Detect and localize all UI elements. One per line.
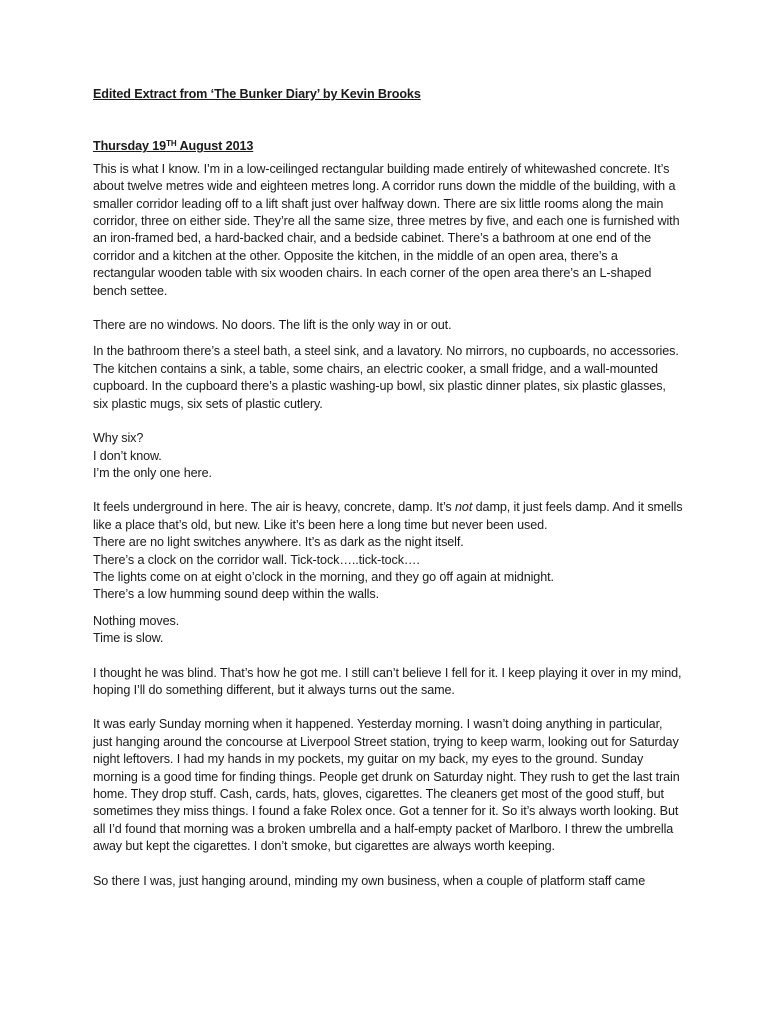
text-line: There’s a low humming sound deep within the walls. xyxy=(93,587,379,602)
date-superscript: TH xyxy=(166,139,177,149)
document-page xyxy=(93,86,683,890)
paragraph-why-six xyxy=(93,430,683,482)
text-line: I don’t know. xyxy=(93,448,162,463)
document-title: Edited Extract from ‘The Bunker Diary’ by Kevin Brooks xyxy=(93,87,421,101)
paragraph-nothing-moves xyxy=(93,613,683,648)
emphasis-not: not xyxy=(455,500,473,515)
text-line: The lights come on at eight o’clock in the morning, and they go off again at midnight. xyxy=(93,569,554,584)
paragraph-underground xyxy=(93,499,683,603)
text-line: There’s a clock on the corridor wall. Tick-tock…..tick-tock…. xyxy=(93,552,420,567)
text-line-with-emphasis xyxy=(93,499,683,534)
text-line: There are no light switches anywhere. It’s as dark as the night itself. xyxy=(93,535,464,550)
paragraph-hanging-around: So there I was, just hanging around, minding my own business, when a couple of platform staff came xyxy=(93,873,646,888)
text-fragment: It feels underground in here. The air is heavy, concrete, damp. It’s xyxy=(93,500,456,515)
text-fragment: damp, it just feels damp. And it smells like a place that’s old, but new. Like it’s been here a long time but never been used. xyxy=(93,500,683,532)
text-line: Why six? xyxy=(93,431,144,446)
paragraph-building-description: This is what I know. I’m in a low-ceilinged rectangular building made entirely of whitewashed concrete. It’s about twelve metres wide and eighteen metres long. A corridor runs down the middle of the building, with a smaller corridor leading off to a lift shaft just over halfway down. There are six little rooms along the main corridor, three on either side. They’re all the same size, three metres by five, and each one is furnished with an iron-framed bed, a hard-backed chair, and a bedside cabinet. There’s a bathroom at one end of the corridor and a kitchen at the other. Opposite the kitchen, in the middle of an open area, there’s a rectangular wooden table with six wooden chairs. In each corner of the open area there’s an L-shaped bench settee. xyxy=(93,161,680,298)
paragraph-sunday-morning: It was early Sunday morning when it happened. Yesterday morning. I wasn’t doing anything in particular, just hanging around the concourse at Liverpool Street station, trying to keep warm, looking out for Saturday night leftovers. I had my hands in my pockets, my guitar on my back, my eyes to the ground. Sunday morning is a good time for finding things. People get drunk on Saturday night. They rush to get the last train home. They drop stuff. Cash, cards, hats, gloves, cigarettes. The cleaners get most of the good stuff, but sometimes they miss things. I found a fake Rolex once. Got a tenner for it. So it’s always worth looking. But all I’d found that morning was a broken umbrella and a half-empty packet of Marlboro. I threw the umbrella away but kept the cigarettes. I don’t smoke, but cigarettes are always worth keeping. xyxy=(93,717,680,854)
date-rest: August 2013 xyxy=(176,139,254,154)
text-line: I’m the only one here. xyxy=(93,465,212,480)
text-line: Nothing moves. xyxy=(93,613,180,628)
diary-date-heading xyxy=(93,138,683,155)
text-line: Time is slow. xyxy=(93,631,164,646)
paragraph-no-windows: There are no windows. No doors. The lift is the only way in or out. xyxy=(93,318,452,333)
paragraph-bathroom-kitchen: In the bathroom there’s a steel bath, a steel sink, and a lavatory. No mirrors, no cupboards, no accessories. The kitchen contains a sink, a table, some chairs, an electric cooker, a small fridge, and a wall-mounted cupboard. In the cupboard there’s a plastic washing-up bowl, six plastic dinner plates, six plastic glasses, six plastic mugs, six sets of plastic cutlery. xyxy=(93,344,679,411)
paragraph-thought-blind: I thought he was blind. That’s how he got me. I still can’t believe I fell for it. I keep playing it over in my mind, hoping I’ll do something different, but it always turns out the same. xyxy=(93,665,682,697)
date-day: Thursday 19 xyxy=(93,139,167,154)
